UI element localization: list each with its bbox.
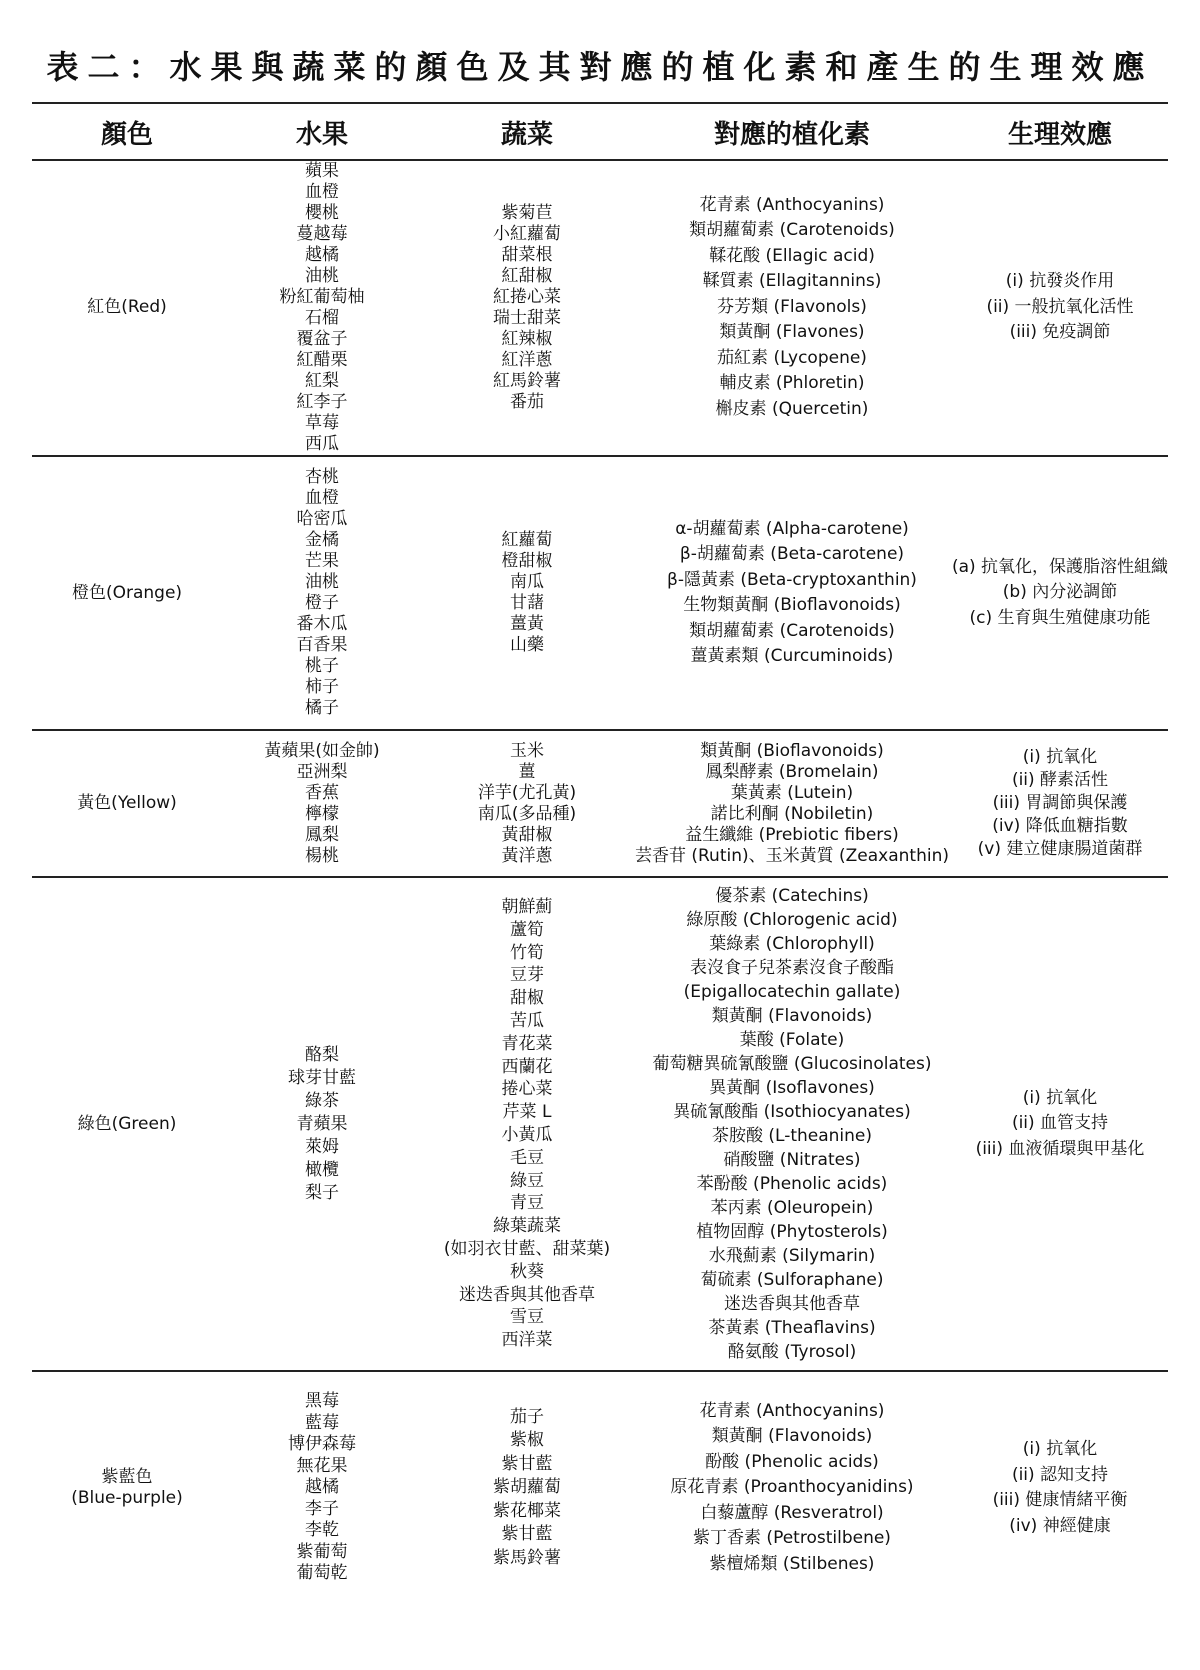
list-item: 豆芽	[510, 965, 544, 986]
list-item: 紫胡蘿蔔	[493, 1477, 561, 1498]
cell-color	[32, 160, 222, 455]
list-item: 鞣花酸 (Ellagic acid)	[709, 245, 875, 266]
list-item: 越橘	[305, 244, 339, 265]
color-label: 綠色(Green)	[77, 1113, 177, 1134]
list-item: 紫甘藍	[501, 1453, 553, 1474]
list-item: β-胡蘿蔔素 (Beta-carotene)	[679, 544, 905, 564]
list-item: 紅馬鈴薯	[493, 370, 561, 391]
header-color: 顏色	[100, 119, 153, 150]
header-top-rule	[32, 102, 1168, 104]
list-item: 蔓越莓	[296, 223, 348, 244]
list-item: 類胡蘿蔔素 (Carotenoids)	[689, 220, 895, 241]
table-title: 表二：水果與蔬菜的顏色及其對應的植化素和產生的生理效應	[46, 48, 1154, 86]
list-item: 紅梨	[305, 370, 339, 391]
list-item: (b) 內分泌調節	[1002, 582, 1118, 603]
list-item: 粉紅葡萄柚	[279, 286, 365, 307]
list-item: 萊姆	[305, 1136, 339, 1157]
list-item: (i) 抗氧化	[1022, 1439, 1098, 1459]
list-item: 球芽甘藍	[288, 1067, 356, 1088]
list-item: 鞣質素 (Ellagitannins)	[702, 271, 882, 292]
list-item: 薑黃素類 (Curcuminoids)	[690, 646, 894, 666]
list-item: 芸香苷 (Rutin)、玉米黃質 (Zeaxanthin)	[634, 845, 950, 866]
list-item: 異黃酮 (Isoflavones)	[709, 1078, 875, 1098]
cell-phytochemicals	[632, 160, 952, 455]
list-item: 酚酸 (Phenolic acids)	[705, 1451, 879, 1472]
list-item: 檸檬	[305, 803, 339, 824]
list-item: 血橙	[305, 181, 339, 202]
list-item: 橄欖	[305, 1159, 339, 1180]
row-yellow	[32, 731, 1168, 876]
cell-fruits	[222, 160, 422, 455]
list-item: 紅辣椒	[501, 328, 553, 349]
list-item: (iv) 降低血糖指數	[992, 816, 1128, 836]
header-phytochemical: 對應的植化素	[713, 119, 870, 150]
list-item: 葡萄糖異硫氰酸鹽 (Glucosinolates)	[652, 1054, 932, 1074]
list-item: 鳳梨	[305, 824, 339, 845]
list-item: 毛豆	[510, 1147, 544, 1168]
list-item: 黃蘋果(如金帥)	[264, 740, 380, 761]
color-label: 紅色(Red)	[87, 297, 167, 317]
list-item: 南瓜(多品種)	[477, 803, 577, 824]
list-item: 李乾	[305, 1520, 339, 1541]
cell-vegetables	[422, 457, 632, 729]
list-item: 類胡蘿蔔素 (Carotenoids)	[689, 620, 895, 641]
list-item: 芹菜 L	[502, 1102, 552, 1123]
list-item: 紅洋蔥	[501, 349, 553, 370]
list-item: (ii) 一般抗氧化活性	[986, 296, 1134, 317]
list-item: 優茶素 (Catechins)	[715, 886, 869, 906]
list-item: 油桃	[305, 572, 339, 592]
list-item: (如羽衣甘藍、甜菜葉)	[443, 1238, 611, 1259]
list-item: 酪氨酸 (Tyrosol)	[727, 1342, 857, 1362]
table-header	[32, 106, 1168, 158]
list-item: (iv) 神經健康	[1009, 1515, 1111, 1536]
cell-color	[32, 457, 222, 729]
list-item: 芒果	[305, 551, 339, 571]
list-item: 黃洋蔥	[501, 845, 553, 866]
list-item: 紅捲心菜	[493, 286, 561, 307]
list-item: 芬芳類 (Flavonols)	[717, 296, 867, 317]
list-item: 蘆筍	[510, 919, 544, 940]
list-item: 紅李子	[296, 391, 348, 412]
list-item: 櫻桃	[305, 202, 339, 223]
list-item: 薑黃	[510, 614, 544, 634]
list-item: (ii) 酵素活性	[1011, 770, 1109, 790]
list-item: 朝鮮薊	[501, 897, 553, 918]
list-item: 紫菊苣	[501, 202, 553, 223]
list-item: 竹筍	[510, 942, 544, 963]
list-item: (i) 抗氧化	[1022, 1087, 1098, 1108]
list-item: 薑	[518, 761, 536, 782]
list-item: 桃子	[305, 656, 339, 676]
list-item: 橙子	[305, 593, 339, 613]
list-item: 百香果	[296, 635, 348, 655]
list-item: 梨子	[305, 1182, 339, 1203]
list-item: 青豆	[510, 1193, 544, 1214]
list-item: 南瓜	[510, 572, 544, 592]
list-item: 茄紅素 (Lycopene)	[717, 347, 867, 368]
list-item: 苯丙素 (Oleuropein)	[710, 1198, 874, 1218]
list-item: 茶黃素 (Theaflavins)	[708, 1318, 876, 1338]
list-item: 無花果	[296, 1455, 348, 1476]
cell-fruits	[222, 731, 422, 876]
list-item: (i) 抗氧化	[1022, 747, 1098, 767]
cell-effects	[952, 731, 1168, 876]
color-label: 黃色(Yellow)	[77, 793, 177, 813]
list-item: 茶胺酸 (L-theanine)	[711, 1126, 873, 1146]
cell-fruits	[222, 878, 422, 1370]
list-item: 苯酚酸 (Phenolic acids)	[696, 1174, 888, 1194]
list-item: 花青素 (Anthocyanins)	[699, 194, 885, 215]
cell-color	[32, 731, 222, 876]
list-item: 植物固醇 (Phytosterols)	[696, 1222, 888, 1242]
list-item: (iii) 免疫調節	[1009, 322, 1111, 343]
list-item: 青花菜	[501, 1033, 553, 1054]
list-item: 紅醋栗	[296, 349, 348, 370]
list-item: 紅蘿蔔	[501, 530, 553, 550]
list-item: 哈密瓜	[296, 509, 348, 529]
cell-fruits	[222, 457, 422, 729]
list-item: 類黃酮 (Flavones)	[719, 322, 865, 343]
list-item: 西蘭花	[501, 1056, 553, 1077]
color-label: 橙色(Orange)	[71, 582, 183, 603]
cell-color	[32, 1372, 222, 1604]
list-item: 小黃瓜	[501, 1125, 553, 1145]
row-divider	[32, 1370, 1168, 1372]
list-item: 紅甜椒	[501, 265, 553, 286]
list-item: 類黃酮 (Flavonoids)	[711, 1426, 873, 1447]
list-item: 甜菜根	[501, 244, 553, 265]
cell-effects	[952, 878, 1168, 1370]
list-item: 越橘	[305, 1477, 339, 1498]
list-item: 表沒食子兒茶素沒食子酸酯	[690, 958, 894, 978]
list-item: (ii) 血管支持	[1011, 1113, 1109, 1134]
cell-fruits	[222, 1372, 422, 1604]
cell-vegetables	[422, 878, 632, 1370]
list-item: 葉綠素 (Chlorophyll)	[709, 934, 875, 954]
list-item: 甜椒	[510, 988, 544, 1009]
list-item: 石榴	[305, 307, 339, 328]
list-item: 紫丁香素 (Petrostilbene)	[693, 1528, 891, 1549]
list-item: 藍莓	[305, 1412, 339, 1433]
list-item: 秋葵	[510, 1261, 544, 1282]
list-item: 捲心菜	[501, 1079, 553, 1100]
list-item: 苦瓜	[510, 1011, 544, 1032]
list-item: 花青素 (Anthocyanins)	[699, 1400, 885, 1421]
list-item: 異硫氰酸酯 (Isothiocyanates)	[673, 1102, 911, 1122]
list-item: 香蕉	[305, 782, 339, 803]
list-item: 血橙	[305, 488, 339, 508]
list-item: 楊桃	[305, 845, 339, 866]
list-item: (a) 抗氧化，保護脂溶性組織	[951, 556, 1169, 577]
list-item: 甘藷	[510, 593, 544, 613]
list-item: (iii) 血液循環與甲基化	[975, 1138, 1145, 1159]
list-item: 諾比利酮 (Nobiletin)	[710, 803, 874, 824]
list-item: (iii) 胃調節與保護	[992, 793, 1128, 813]
list-item: 葉酸 (Folate)	[739, 1030, 845, 1050]
list-item: 類黃酮 (Flavonoids)	[711, 1006, 873, 1026]
list-item: 玉米	[510, 740, 544, 761]
cell-phytochemicals	[632, 457, 952, 729]
list-item: 蘋果	[305, 160, 339, 181]
list-item: (i) 抗發炎作用	[1005, 271, 1115, 292]
color-label: 紫藍色	[101, 1467, 153, 1487]
list-item: 油桃	[305, 265, 339, 286]
list-item: 綠豆	[510, 1170, 544, 1191]
list-item: 番木瓜	[296, 614, 348, 634]
list-item: (iii) 健康情緒平衡	[992, 1490, 1128, 1510]
list-item: 小紅蘿蔔	[493, 223, 561, 244]
list-item: 雪豆	[510, 1307, 544, 1328]
list-item: (c) 生育與生殖健康功能	[969, 607, 1151, 628]
list-item: 原花青素 (Proanthocyanidins)	[670, 1477, 914, 1498]
list-item: 番茄	[510, 391, 544, 412]
list-item: (Epigallocatechin gallate)	[683, 982, 901, 1002]
list-item: 紫馬鈴薯	[493, 1547, 561, 1568]
list-item: 西瓜	[305, 433, 339, 454]
list-item: 洋芋(尤孔黃)	[477, 782, 577, 803]
list-item: 葉黃素 (Lutein)	[730, 782, 854, 803]
list-item: 紫檀烯類 (Stilbenes)	[709, 1553, 875, 1574]
row-divider	[32, 455, 1168, 457]
list-item: 水飛薊素 (Silymarin)	[708, 1246, 876, 1266]
row-green	[32, 878, 1168, 1370]
list-item: 紫椒	[510, 1430, 544, 1451]
cell-effects	[952, 457, 1168, 729]
list-item: 青蘋果	[296, 1113, 348, 1134]
cell-vegetables	[422, 1372, 632, 1604]
list-item: 蔔硫素 (Sulforaphane)	[700, 1270, 884, 1290]
list-item: 覆盆子	[296, 328, 348, 349]
cell-effects	[952, 160, 1168, 455]
list-item: 瑞士甜菜	[493, 307, 561, 328]
color-label: (Blue-purple)	[71, 1488, 183, 1508]
cell-effects	[952, 1372, 1168, 1604]
list-item: 酪梨	[305, 1044, 339, 1065]
cell-phytochemicals	[632, 878, 952, 1370]
row-purple	[32, 1372, 1168, 1604]
list-item: 柿子	[305, 677, 339, 697]
list-item: 草莓	[305, 412, 339, 433]
header-fruit: 水果	[295, 119, 348, 150]
cell-color	[32, 878, 222, 1370]
list-item: 李子	[305, 1498, 339, 1519]
list-item: 迷迭香與其他香草	[724, 1294, 860, 1314]
list-item: 黃甜椒	[501, 824, 553, 845]
list-item: 白藜蘆醇 (Resveratrol)	[700, 1502, 884, 1523]
cell-vegetables	[422, 160, 632, 455]
list-item: 橘子	[305, 698, 339, 718]
row-divider	[32, 729, 1168, 731]
row-orange	[32, 457, 1168, 729]
list-item: 鳳梨酵素 (Bromelain)	[705, 761, 879, 782]
list-item: 西洋菜	[501, 1330, 553, 1351]
list-item: 紫葡萄	[296, 1541, 348, 1562]
row-divider	[32, 876, 1168, 878]
list-item: 博伊森莓	[288, 1434, 356, 1455]
list-item: α-胡蘿蔔素 (Alpha-carotene)	[675, 518, 909, 539]
header-effect: 生理效應	[1007, 119, 1112, 150]
list-item: 綠葉蔬菜	[493, 1216, 561, 1237]
list-item: 葡萄乾	[296, 1563, 348, 1584]
list-item: 杏桃	[305, 467, 339, 487]
list-item: 綠原酸 (Chlorogenic acid)	[686, 910, 898, 930]
list-item: 輔皮素 (Phloretin)	[719, 373, 865, 394]
list-item: (ii) 認知支持	[1011, 1464, 1109, 1485]
list-item: 綠茶	[305, 1090, 339, 1111]
list-item: β-隱黃素 (Beta-cryptoxanthin)	[667, 569, 917, 590]
list-item: 亞洲梨	[296, 761, 348, 782]
list-item: 類黃酮 (Bioflavonoids)	[700, 740, 884, 761]
row-red	[32, 160, 1168, 455]
header-vegetable: 蔬菜	[500, 119, 553, 150]
list-item: 槲皮素 (Quercetin)	[715, 398, 869, 419]
list-item: 茄子	[510, 1406, 544, 1427]
list-item: 硝酸鹽 (Nitrates)	[723, 1150, 861, 1170]
list-item: 迷迭香與其他香草	[459, 1284, 595, 1305]
list-item: (v) 建立健康腸道菌群	[977, 839, 1143, 859]
cell-vegetables	[422, 731, 632, 876]
list-item: 金橘	[305, 530, 339, 550]
list-item: 益生纖維 (Prebiotic fibers)	[685, 824, 899, 845]
list-item: 黑莓	[305, 1391, 339, 1412]
list-item: 紫甘藍	[501, 1524, 553, 1545]
list-item: 山藥	[510, 635, 544, 655]
list-item: 紫花椰菜	[493, 1500, 561, 1521]
cell-phytochemicals	[632, 731, 952, 876]
list-item: 生物類黃酮 (Bioflavonoids)	[683, 595, 901, 615]
cell-phytochemicals	[632, 1372, 952, 1604]
list-item: 橙甜椒	[501, 551, 553, 571]
